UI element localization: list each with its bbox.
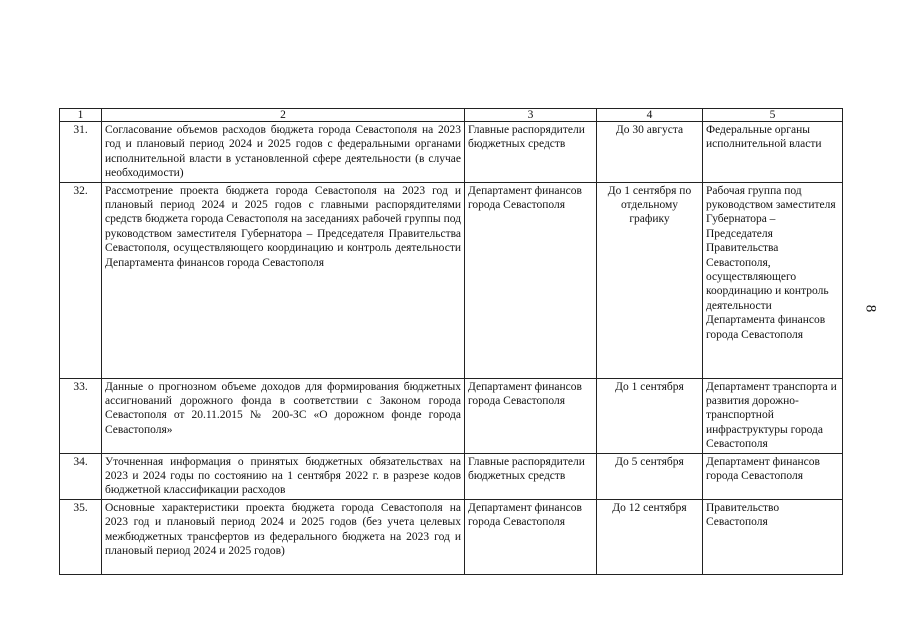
- row-deadline: До 30 августа: [597, 122, 703, 183]
- header-col-5: 5: [703, 109, 843, 122]
- table-row: [60, 122, 843, 183]
- table-row: [60, 182, 843, 378]
- row-deadline: До 12 сентября: [597, 499, 703, 574]
- row-action: Согласование объемов расходов бюджета города Севастополя на 2023 год и плановый период 2024 и 2025 годов с федеральными органами исполнительной власти в установленной сфере деятельности (в случае необходимости): [102, 122, 465, 183]
- row-number: 35.: [60, 499, 102, 574]
- row-responsible: Департамент финансов города Севастополя: [465, 182, 597, 378]
- row-number: 33.: [60, 378, 102, 453]
- header-col-2: 2: [102, 109, 465, 122]
- row-responsible: Департамент финансов города Севастополя: [465, 378, 597, 453]
- row-number: 32.: [60, 182, 102, 378]
- header-col-1: 1: [60, 109, 102, 122]
- row-action: Данные о прогнозном объеме доходов для формирования бюджетных ассигнований дорожного фонда в соответствии с Законом города Севастополя от 20.11.2015 № 200-ЗС «О дорожном фонде города Севастополя»: [102, 378, 465, 453]
- table-row: [60, 378, 843, 453]
- row-responsible: Главные распорядители бюджетных средств: [465, 453, 597, 499]
- row-recipient: Департамент транспорта и развития дорожно-транспортной инфраструктуры города Севастополя: [703, 378, 843, 453]
- header-col-4: 4: [597, 109, 703, 122]
- row-action: Уточненная информация о принятых бюджетных обязательствах на 2023 и 2024 годы по состоянию на 1 сентября 2022 г. в разрезе кодов бюджетной классификации расходов: [102, 453, 465, 499]
- row-number: 31.: [60, 122, 102, 183]
- row-responsible: Департамент финансов города Севастополя: [465, 499, 597, 574]
- table-header-row: [60, 109, 843, 122]
- row-number: 34.: [60, 453, 102, 499]
- table-row: [60, 499, 843, 574]
- row-action: Основные характеристики проекта бюджета города Севастополя на 2023 год и плановый период 2024 и 2025 годов (без учета целевых межбюджетных трансфертов из федерального бюджета на 2023 год и плановый период 2024 и 2025 годов): [102, 499, 465, 574]
- row-deadline: До 1 сентября по отдельному графику: [597, 182, 703, 378]
- row-deadline: До 5 сентября: [597, 453, 703, 499]
- row-recipient: Рабочая группа под руководством заместителя Губернатора – Председателя Правительства Севастополя, осуществляющего координацию и контроль деятельности Департамента финансов города Севастополя: [703, 182, 843, 378]
- row-recipient: Департамент финансов города Севастополя: [703, 453, 843, 499]
- row-responsible: Главные распорядители бюджетных средств: [465, 122, 597, 183]
- header-col-3: 3: [465, 109, 597, 122]
- row-recipient: Федеральные органы исполнительной власти: [703, 122, 843, 183]
- row-deadline: До 1 сентября: [597, 378, 703, 453]
- page-number: 8: [862, 304, 879, 313]
- row-action: Рассмотрение проекта бюджета города Севастополя на 2023 год и плановый период 2024 и 2025 годов с главными распорядителями средств бюджета города Севастополя на заседаниях рабочей группы под руководством заместителя Губернатора – Председателя Правительства Севастополя, осуществляющего координацию и контроль деятельности Департамента финансов города Севастополя: [102, 182, 465, 378]
- plan-table: [59, 108, 843, 575]
- row-recipient: Правительство Севастополя: [703, 499, 843, 574]
- table-row: [60, 453, 843, 499]
